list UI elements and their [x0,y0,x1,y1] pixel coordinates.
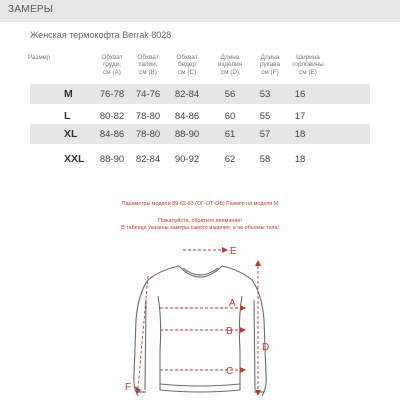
size-cell: M [64,88,73,100]
product-title: Женская термокофта Berrak 8028 [30,30,172,40]
header-neck: Ширина горловины см (E) [292,54,324,76]
header-length: Длина изделия см (D) [217,54,243,76]
header-chest: Обхват груди, см (A) [101,54,123,76]
label-b: B [226,326,233,337]
size-cell: XXL [64,153,85,165]
hips-cell: 90-92 [174,154,200,165]
garment-diagram [0,240,400,400]
hips-cell: 88-90 [174,129,200,140]
neck-cell: 16 [294,89,306,100]
sleeve-cell: 55 [259,111,271,122]
section-title: ЗАМЕРЫ [8,4,54,15]
waist-cell: 78-80 [135,129,161,140]
header-band [0,0,400,22]
sweater-outline [134,266,266,396]
chest-cell: 84-86 [99,129,125,140]
note-measurements: В таблице указаны замеры самого изделия, а не объемы тела! [121,225,279,231]
model-params: Параметры модели 89-62-93 (ОГ-ОТ-ОБ) Размер на модели M [121,201,279,207]
neck-cell: 18 [294,154,306,165]
label-a: A [229,298,236,309]
header-size: Размер [28,54,50,61]
label-f: F [125,382,132,393]
length-cell: 56 [224,89,236,100]
sleeve-cell: 53 [259,89,271,100]
length-cell: 60 [224,111,236,122]
length-cell: 61 [224,129,236,140]
label-e: E [230,246,237,257]
size-cell: XL [64,128,78,140]
sleeve-cell: 58 [259,154,271,165]
label-c: C [226,366,234,377]
arrowheads [135,247,261,396]
waist-cell: 74-76 [135,89,161,100]
length-cell: 62 [224,154,236,165]
neck-cell: 18 [294,129,306,140]
chest-cell: 88-90 [99,154,125,165]
header-waist: Обхват талии, см (B) [137,54,159,76]
waist-cell: 82-84 [135,154,161,165]
header-sleeve: Длина рукава см (F) [259,54,281,76]
neck-cell: 17 [294,111,306,122]
hips-cell: 82-84 [174,89,200,100]
note-attention: Пожалуйста, обратите внимание! [158,218,242,224]
size-cell: L [64,110,71,122]
header-hips: Обхват бедер см (C) [176,54,198,76]
chest-cell: 80-82 [99,111,125,122]
hips-cell: 84-86 [174,111,200,122]
label-d: D [262,342,270,353]
chest-cell: 76-78 [99,89,125,100]
waist-cell: 78-80 [135,111,161,122]
sleeve-cell: 57 [259,129,271,140]
